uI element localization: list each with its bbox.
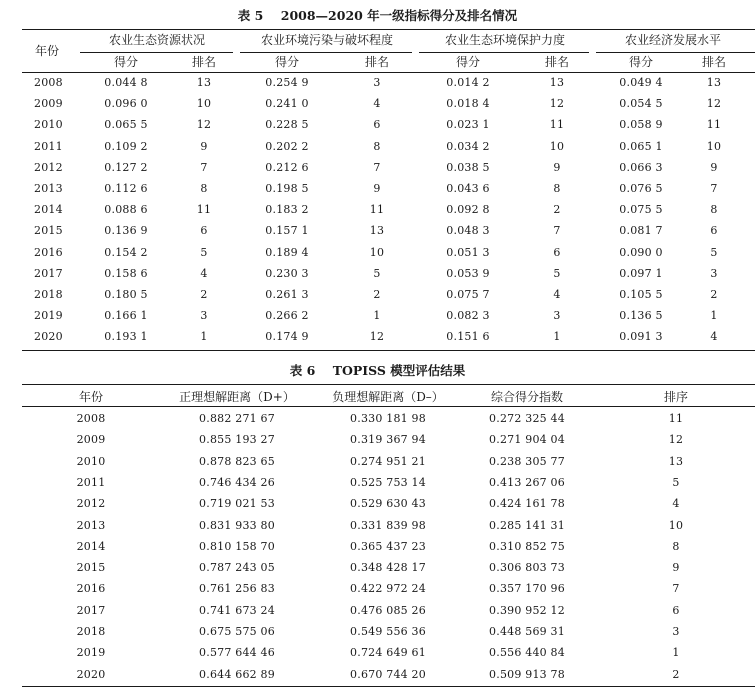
table5-cell-year: 2015: [34, 224, 63, 238]
table5-cell-rank: 12: [549, 97, 565, 111]
table5-score-header-4: 得分: [628, 55, 654, 69]
table5-cell-score: 0.092 8: [446, 203, 490, 217]
table5-cell-rank: 2: [373, 288, 381, 301]
table5-cell-rank: 13: [369, 224, 385, 238]
table5-cell-score: 0.023 1: [446, 118, 490, 132]
table5-rank-header-2: 排名: [364, 55, 390, 69]
table5-cell-year: 2011: [34, 139, 63, 153]
table6-cell-rank: 3: [672, 625, 680, 638]
table5-rank-header-3: 排名: [544, 55, 570, 69]
table6-cell-rank: 8: [672, 539, 680, 553]
table5-group-rule-1: [80, 52, 233, 53]
table5-cell-rank: 11: [369, 203, 385, 217]
table6-cell-rank: 2: [672, 667, 680, 681]
table5-cell-score: 0.097 1: [619, 266, 663, 280]
table5-cell-year: 2013: [34, 182, 63, 195]
table6-cell-dplus: 0.810 158 70: [199, 539, 275, 553]
table5-cell-rank: 7: [200, 160, 208, 174]
table6-cell-year: 2016: [76, 582, 106, 596]
table5-cell-rank: 12: [706, 97, 722, 111]
table5-cell-rank: 8: [553, 182, 561, 195]
table5-header-rule: [22, 72, 755, 73]
table5-cell-rank: 4: [373, 97, 381, 111]
table5-cell-rank: 3: [710, 266, 718, 280]
table5-cell-rank: 10: [369, 245, 385, 259]
table5-cell-rank: 8: [200, 182, 208, 195]
table6-bottom-rule: [22, 686, 755, 687]
table5-cell-rank: 12: [196, 118, 212, 132]
table6-cell-dminus: 0.348 428 17: [350, 561, 426, 575]
table5-cell-rank: 10: [196, 97, 212, 111]
table5-year-header: 年份: [34, 44, 60, 58]
table5-group-rule-4: [596, 52, 755, 53]
table6-cell-score: 0.271 904 04: [489, 433, 565, 447]
table6-cell-year: 2012: [76, 497, 106, 511]
table6-header-score: 综合得分指数: [490, 390, 564, 404]
table6-cell-dminus: 0.670 744 20: [350, 667, 426, 681]
table5-cell-score: 0.054 5: [619, 97, 663, 111]
table5-cell-score: 0.051 3: [446, 245, 490, 259]
table5-cell-rank: 9: [373, 182, 381, 195]
table5-cell-year: 2017: [34, 266, 63, 280]
table5-cell-score: 0.174 9: [265, 330, 309, 344]
table5-cell-rank: 5: [710, 245, 718, 259]
table5-cell-rank: 6: [710, 224, 718, 238]
table5-cell-score: 0.075 7: [446, 288, 490, 301]
table6-cell-score: 0.272 325 44: [489, 412, 565, 425]
table6-cell-dminus: 0.525 753 14: [350, 475, 426, 489]
table5-cell-score: 0.049 4: [619, 76, 663, 89]
table6-cell-dminus: 0.331 839 98: [350, 518, 426, 532]
table5-cell-rank: 2: [200, 288, 208, 301]
table5-caption: 表 5 2008—2020 年一级指标得分及排名情况: [237, 8, 518, 23]
table5-cell-rank: 9: [553, 160, 561, 174]
table5-cell-score: 0.018 4: [446, 97, 490, 111]
table5-cell-score: 0.189 4: [265, 245, 309, 259]
table5-cell-score: 0.105 5: [619, 288, 663, 301]
table5-cell-rank: 8: [710, 203, 718, 217]
table6-cell-dplus: 0.882 271 67: [199, 412, 275, 425]
table5-group-header-4: 农业经济发展水平: [624, 33, 722, 47]
table5-cell-year: 2009: [34, 97, 63, 111]
table6-cell-dplus: 0.855 193 27: [199, 433, 275, 447]
table5-cell-score: 0.230 3: [265, 266, 309, 280]
table5-cell-score: 0.096 0: [104, 97, 148, 111]
table6-cell-rank: 13: [668, 454, 684, 468]
table5-cell-score: 0.266 2: [265, 309, 309, 323]
table5-cell-year: 2018: [34, 288, 63, 301]
table5-cell-score: 0.261 3: [265, 288, 309, 301]
table6-caption: 表 6 TOPISS 模型评估结果: [289, 363, 466, 378]
table5-group-header-2: 农业环境污染与破坏程度: [260, 33, 394, 47]
table6-cell-dplus: 0.644 662 89: [199, 667, 275, 681]
table5-cell-score: 0.038 5: [446, 160, 490, 174]
table5-cell-score: 0.183 2: [265, 203, 309, 217]
table6-cell-rank: 7: [672, 582, 680, 596]
table6-cell-rank: 11: [668, 412, 684, 425]
table5-cell-score: 0.151 6: [446, 330, 490, 344]
table5-cell-rank: 4: [200, 266, 208, 280]
table5-cell-year: 2020: [34, 330, 63, 344]
table6-cell-score: 0.285 141 31: [489, 518, 565, 532]
table5-cell-score: 0.081 7: [619, 224, 663, 238]
table5-cell-score: 0.090 0: [619, 245, 663, 259]
table5-score-header-1: 得分: [113, 55, 139, 69]
table5-score-header-3: 得分: [455, 55, 481, 69]
table5-cell-score: 0.058 9: [619, 118, 663, 132]
table5-cell-rank: 4: [710, 330, 718, 344]
table5-cell-score: 0.127 2: [104, 160, 148, 174]
table5-cell-rank: 2: [710, 288, 718, 301]
table5-rank-header-1: 排名: [191, 55, 217, 69]
table5-cell-score: 0.228 5: [265, 118, 309, 132]
table5-cell-score: 0.065 5: [104, 118, 148, 132]
table5-cell-score: 0.109 2: [104, 139, 148, 153]
table6-cell-dminus: 0.549 556 36: [350, 625, 426, 638]
table6-cell-dminus: 0.274 951 21: [350, 454, 426, 468]
table6-cell-year: 2014: [76, 539, 106, 553]
table5-cell-rank: 13: [706, 76, 722, 89]
table6-cell-year: 2010: [76, 454, 106, 468]
table6-cell-score: 0.357 170 96: [489, 582, 565, 596]
table6-cell-year: 2019: [76, 646, 106, 660]
table6-cell-year: 2017: [76, 603, 106, 617]
table5-group-rule-3: [419, 52, 589, 53]
table5-cell-score: 0.198 5: [265, 182, 309, 195]
table6-cell-year: 2015: [76, 561, 106, 575]
table5-cell-rank: 3: [373, 76, 381, 89]
table5-cell-score: 0.014 2: [446, 76, 490, 89]
table6-cell-year: 2011: [76, 475, 106, 489]
table5-cell-score: 0.044 8: [104, 76, 148, 89]
table5-cell-rank: 1: [200, 330, 208, 344]
table5-cell-score: 0.154 2: [104, 245, 148, 259]
table6-cell-score: 0.306 803 73: [489, 561, 565, 575]
table6-cell-rank: 10: [668, 518, 684, 532]
table5-cell-rank: 11: [706, 118, 722, 132]
table6-cell-dplus: 0.878 823 65: [199, 454, 275, 468]
table6-cell-score: 0.424 161 78: [489, 497, 565, 511]
table5-cell-score: 0.082 3: [446, 309, 490, 323]
table5-cell-rank: 7: [553, 224, 561, 238]
table5-cell-rank: 11: [196, 203, 212, 217]
table6-cell-score: 0.448 569 31: [489, 625, 565, 638]
table5-cell-score: 0.241 0: [265, 97, 309, 111]
table6-cell-dplus: 0.746 434 26: [199, 475, 275, 489]
table6-cell-dminus: 0.724 649 61: [350, 646, 426, 660]
table5-cell-rank: 2: [553, 203, 561, 217]
table5-cell-score: 0.166 1: [104, 309, 148, 323]
table6-cell-dminus: 0.529 630 43: [350, 497, 426, 511]
table6-cell-dminus: 0.319 367 94: [350, 433, 426, 447]
table5-cell-score: 0.136 5: [619, 309, 663, 323]
table6-cell-score: 0.556 440 84: [489, 646, 565, 660]
table6-cell-score: 0.390 952 12: [489, 603, 565, 617]
table5-score-header-2: 得分: [274, 55, 300, 69]
table6-header-year: 年份: [78, 390, 104, 404]
table5-cell-score: 0.034 2: [446, 139, 490, 153]
table6-cell-score: 0.238 305 77: [489, 454, 565, 468]
table5-cell-rank: 6: [200, 224, 208, 238]
table6-cell-year: 2020: [76, 667, 106, 681]
table5-cell-rank: 8: [373, 139, 381, 153]
table5-cell-rank: 1: [373, 309, 381, 323]
table5-cell-rank: 6: [553, 245, 561, 259]
table5-cell-year: 2016: [34, 245, 63, 259]
table6-cell-dminus: 0.476 085 26: [350, 603, 426, 617]
table5-cell-rank: 11: [549, 118, 565, 132]
table5-group-rule-2: [240, 52, 412, 53]
table6-cell-dminus: 0.330 181 98: [350, 412, 426, 425]
table5-cell-rank: 9: [710, 160, 718, 174]
table5-cell-score: 0.065 1: [619, 139, 663, 153]
table6-cell-dplus: 0.761 256 83: [199, 582, 275, 596]
table5-cell-rank: 1: [710, 309, 718, 323]
table6-top-rule: [22, 384, 755, 385]
table5-cell-score: 0.043 6: [446, 182, 490, 195]
table6-cell-dplus: 0.831 933 80: [199, 518, 275, 532]
table5-cell-rank: 3: [200, 309, 208, 323]
table5-cell-score: 0.091 3: [619, 330, 663, 344]
table5-cell-score: 0.180 5: [104, 288, 148, 301]
table5-cell-score: 0.158 6: [104, 266, 148, 280]
table5-cell-rank: 7: [710, 182, 718, 195]
table6-cell-year: 2018: [76, 625, 106, 638]
table5-cell-rank: 5: [373, 266, 381, 280]
table6-cell-rank: 5: [672, 475, 680, 489]
table5-cell-score: 0.066 3: [619, 160, 663, 174]
table5-cell-year: 2014: [34, 203, 63, 217]
table6-cell-rank: 6: [672, 603, 680, 617]
table5-cell-score: 0.157 1: [265, 224, 309, 238]
table6-header-rule: [22, 406, 755, 407]
table5-cell-rank: 10: [706, 139, 722, 153]
table5-bottom-rule: [22, 350, 755, 351]
table5-cell-rank: 12: [369, 330, 385, 344]
table5-cell-rank: 5: [200, 245, 208, 259]
table5-cell-score: 0.048 3: [446, 224, 490, 238]
table6-cell-dplus: 0.577 644 46: [199, 646, 275, 660]
table5-cell-score: 0.076 5: [619, 182, 663, 195]
table6-cell-score: 0.413 267 06: [489, 475, 565, 489]
table5-cell-year: 2019: [34, 309, 63, 323]
table6-header-dminus: 负理想解距离（D–）: [332, 390, 444, 404]
table5-cell-rank: 10: [549, 139, 565, 153]
table5-rank-header-4: 排名: [701, 55, 727, 69]
table6-cell-score: 0.310 852 75: [489, 539, 565, 553]
table5-cell-rank: 4: [553, 288, 561, 301]
table6-cell-dminus: 0.365 437 23: [350, 539, 426, 553]
table5-cell-rank: 5: [553, 266, 561, 280]
table5-cell-rank: 6: [373, 118, 381, 132]
table5-cell-score: 0.075 5: [619, 203, 663, 217]
table6-cell-dplus: 0.741 673 24: [199, 603, 275, 617]
table6-cell-rank: 4: [672, 497, 680, 511]
table5-cell-year: 2010: [34, 118, 63, 132]
table5-cell-score: 0.254 9: [265, 76, 309, 89]
table6-cell-dplus: 0.787 243 05: [199, 561, 275, 575]
table5-cell-year: 2012: [34, 160, 63, 174]
table6-cell-rank: 1: [672, 646, 680, 660]
table6-header-rank: 排序: [663, 390, 689, 404]
table5-cell-year: 2008: [34, 76, 63, 89]
table6-cell-year: 2013: [76, 518, 106, 532]
table6-cell-rank: 9: [672, 561, 680, 575]
table5-cell-score: 0.212 6: [265, 160, 309, 174]
table5-cell-score: 0.136 9: [104, 224, 148, 238]
table5-cell-rank: 3: [553, 309, 561, 323]
table6-cell-year: 2008: [76, 412, 106, 425]
table5-cell-score: 0.202 2: [265, 139, 309, 153]
table6-cell-year: 2009: [76, 433, 106, 447]
table5-cell-score: 0.088 6: [104, 203, 148, 217]
table6-cell-score: 0.509 913 78: [489, 667, 565, 681]
table5-cell-rank: 1: [553, 330, 561, 344]
table6-header-dplus: 正理想解距离（D+）: [179, 390, 295, 404]
table5-top-rule: [22, 29, 755, 30]
table5-group-header-3: 农业生态环境保护力度: [444, 33, 566, 47]
table5-cell-score: 0.112 6: [104, 182, 148, 195]
table6-cell-dplus: 0.675 575 06: [199, 625, 275, 638]
table5-cell-rank: 13: [196, 76, 212, 89]
table5-cell-rank: 13: [549, 76, 565, 89]
table6-cell-dminus: 0.422 972 24: [350, 582, 426, 596]
table5-cell-rank: 7: [373, 160, 381, 174]
table6-cell-rank: 12: [668, 433, 684, 447]
table5-cell-rank: 9: [200, 139, 208, 153]
table5-cell-score: 0.053 9: [446, 266, 490, 280]
table6-cell-dplus: 0.719 021 53: [199, 497, 275, 511]
table5-cell-score: 0.193 1: [104, 330, 148, 344]
table5-group-header-1: 农业生态资源状况: [108, 33, 206, 47]
